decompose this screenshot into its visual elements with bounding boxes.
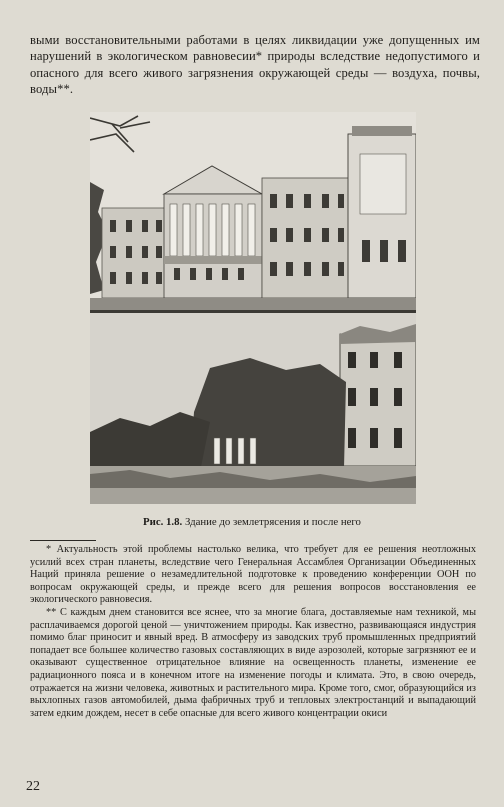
footnote-divider	[30, 540, 96, 541]
footnote-1: * Актуальность этой проблемы настолько велика, что требует для ее решения неотложных усилий всех стран планеты, вследствие чего Генеральная Ассамблея Организации Объединенных Наций приняла решение о незамедлительной подготовке к проведению конференции ООН по вопросам окружающей среды, и прежде всего для решения вопросов восстановления ее экологического равновесия.	[30, 544, 476, 606]
figure-caption-text: Здание до землетрясения и после него	[184, 516, 361, 528]
figure-caption	[0, 515, 504, 529]
intro-paragraph: выми восстановительными работами в целях ликвидации уже допущенных им нарушений в экологическом равновесии* природы вследствие недопустимого и опасного для всего живого загрязнения окружающей среды — воздуха, почвы, воды**.	[30, 33, 480, 97]
figure-photo	[90, 112, 416, 504]
page-number: 22	[26, 779, 40, 794]
footnotes	[30, 544, 476, 720]
footnote-2: ** С каждым днем становится все яснее, что за многие блага, доставляемые нам техникой, мы расплачиваемся дорогой ценой — уничтожением природы. Как известно, развивающаяся индустрия помимо благ приносит и явный вред. В атмосферу из заводских труб промышленных предприятий попадает все большее количество газовых составляющих в виде аэрозолей, которые загрязняют ее и оказывают существенное отрицательное влияние на освещенность планеты, изменение ее радиационного пояса и в конечном итоге на изменение погоды и климата. Это, в свою очередь, отражается на жизни человека, животных и растительного мира. Кроме того, смог, образующийся из выхлопных газов автомобилей, дыма фабричных труб и тепловых электростанций и выпадающий затем едким дождем, несет в себе опасные для всего живого концентрации окиси	[30, 606, 476, 719]
figure-label: Рис. 1.8.	[143, 516, 183, 528]
building-after-image	[90, 313, 416, 504]
building-before-image	[90, 112, 416, 313]
